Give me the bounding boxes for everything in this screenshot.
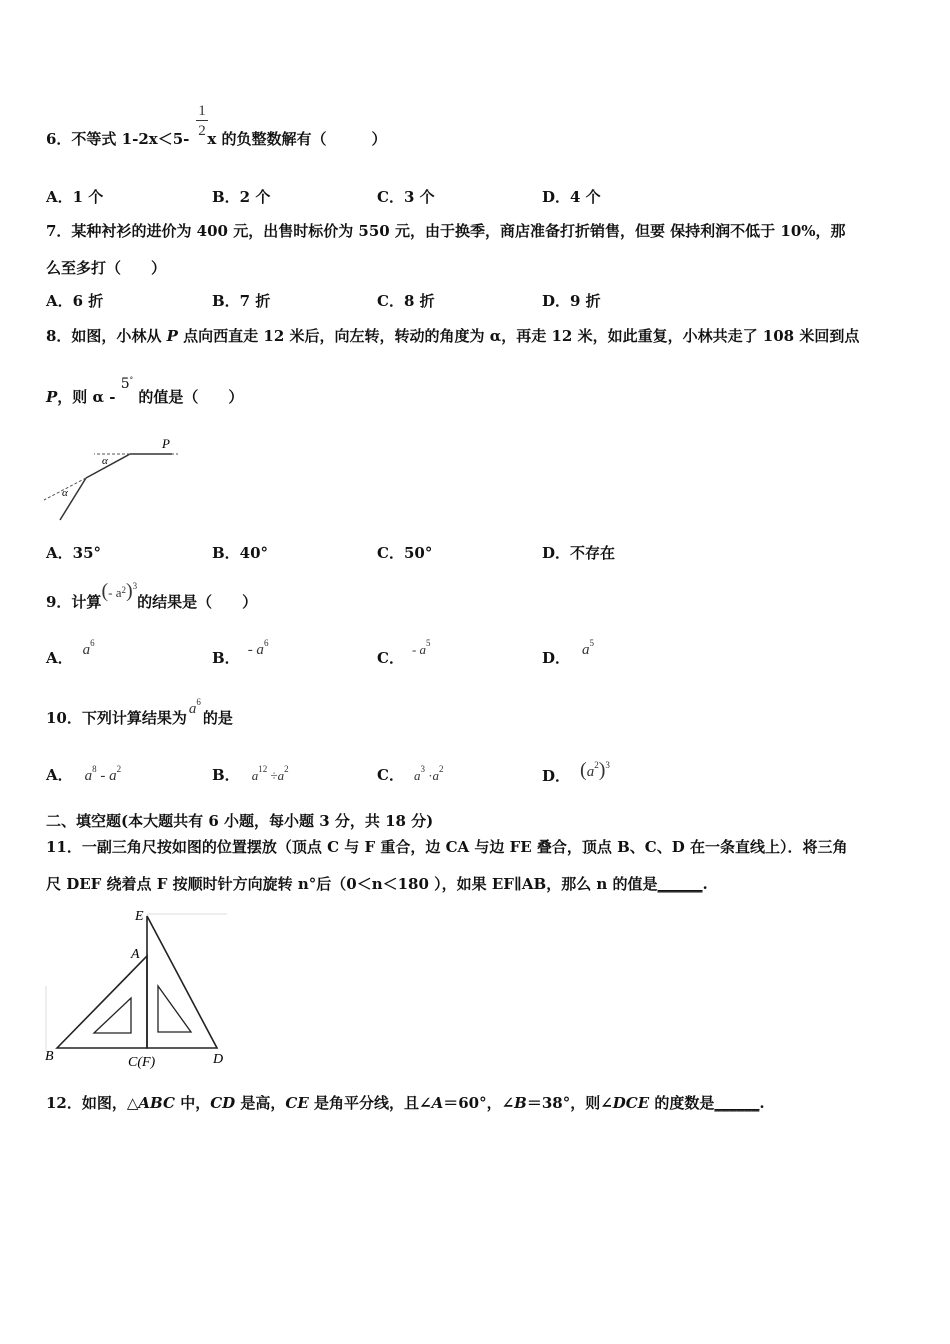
q10-option-d-close: )	[598, 759, 606, 781]
q12-t6: 的度数是	[649, 1094, 715, 1112]
q11-line2	[46, 873, 906, 894]
q12-answer-blank[interactable]: ______	[714, 1094, 760, 1112]
q10-option-d[interactable]	[542, 759, 610, 787]
q9-option-a[interactable]	[46, 638, 95, 668]
q6-option-c[interactable]: C．3 个	[377, 188, 435, 206]
q7-option-a[interactable]: A．6 折	[46, 292, 104, 310]
q9-option-d-sup: 5	[589, 638, 595, 648]
q6-fraction	[196, 102, 208, 141]
q10-option-b-s1: 12	[258, 764, 268, 774]
q10-option-c-op: ·	[428, 768, 433, 783]
q10-option-a[interactable]	[46, 764, 121, 785]
q11-def-cutout	[158, 986, 191, 1032]
q8-fig-label-p: P	[162, 436, 170, 451]
q10-option-a-label: A．	[46, 766, 73, 784]
q10-options	[46, 758, 906, 788]
q8-fig-alpha-1: α	[102, 455, 108, 467]
q12-b: B	[514, 1094, 527, 1112]
q11-abc-cutout	[94, 998, 131, 1033]
q9-option-b-label: B．	[212, 649, 240, 667]
q11-line1: 11．一副三角尺按如图的位置摆放（顶点 C 与 F 重合，边 CA 与边 FE 叠合，顶点 B、C、D 在一条直线上）．将三角	[46, 838, 848, 856]
q12-a: A	[431, 1094, 444, 1112]
q10-option-c-s2: 2	[439, 764, 444, 774]
q10-option-b[interactable]	[212, 764, 289, 785]
q11-line2-text: 尺 DEF 绕着点 F 按顺时针方向旋转 n°后（0＜n＜180 ），如果 EF∥AB，那么 n 的值是	[46, 875, 658, 893]
q9-option-d[interactable]	[542, 638, 595, 668]
q12-cd: CD	[210, 1094, 236, 1112]
section-2-title: 二、填空题(本大题共有 6 小题，每小题 3 分，共 18 分)	[46, 812, 434, 830]
q11-label-cf: C(F)	[128, 1055, 156, 1070]
q6-stem	[46, 128, 906, 149]
q9-option-b-base: - a	[247, 642, 264, 658]
q10-option-d-label: D．	[542, 767, 571, 785]
q10-option-a-s2: 2	[116, 764, 122, 774]
q7-line2: 么至多打（ ）	[46, 259, 167, 277]
q10-option-c-label: C．	[377, 766, 404, 784]
q8-line1-post: 点向西直走 12 米后，向左转，转动的角度为 α，再走 12 米，如此重复，小林共走了 108 米回到点	[177, 327, 860, 345]
q12-t2: 是高，	[235, 1094, 286, 1112]
q9-option-b[interactable]	[212, 638, 269, 668]
q7-option-b[interactable]: B．7 折	[212, 292, 271, 310]
q9-paren-open: (	[101, 580, 109, 602]
q12-stem	[46, 1092, 906, 1113]
q10-option-c-b2: a	[432, 768, 440, 783]
q10-base: a	[188, 701, 197, 717]
q8-line1-pre: 8．如图，小林从	[46, 327, 167, 345]
q11-answer-blank[interactable]: ______	[657, 875, 703, 893]
q9-options	[46, 637, 906, 673]
q12-end: .	[759, 1094, 765, 1112]
q10-option-d-s1: 2	[594, 760, 599, 770]
q8-fig-path-2	[86, 454, 130, 478]
q6-frac-den: 2	[198, 123, 206, 139]
q10-pre: 10．下列计算结果为	[46, 709, 187, 727]
q9-option-a-sup: 6	[90, 638, 95, 648]
q9-option-c-sup: 5	[426, 638, 431, 648]
q8-exp-degree: °	[129, 376, 134, 384]
q9-expression	[101, 580, 138, 602]
q8-line2-mid: ，则 α -	[57, 388, 121, 406]
q9-option-d-base: a	[582, 642, 590, 658]
q7-line1: 7．某种衬衫的进价为 400 元，出售时标价为 550 元，由于换季，商店准备打折销售，但要 保持利润不低于 10%，那	[46, 222, 846, 240]
q8-exp-value: 5	[120, 376, 130, 392]
q6-frac-num: 1	[198, 103, 206, 119]
q12-t4: ＝60°，∠	[443, 1094, 515, 1112]
q11-label-e: E	[135, 909, 144, 924]
q9-option-b-sup: 6	[263, 638, 269, 648]
q10-option-a-s1: 8	[92, 764, 97, 774]
q8-options	[46, 542, 906, 568]
q8-point-p: P	[166, 327, 178, 345]
q6-option-d[interactable]: D．4 个	[542, 188, 601, 206]
q10-option-b-op: ÷	[270, 768, 278, 783]
q9-option-c-base: - a	[411, 642, 427, 657]
q10-option-d-b1: a	[586, 764, 595, 780]
q8-exponent	[121, 376, 133, 392]
q9-option-c-label: C．	[377, 649, 404, 667]
q10-option-b-b1: a	[251, 768, 259, 783]
q10-option-a-b2: a	[109, 768, 117, 784]
q10-option-c-s1: 3	[420, 764, 425, 774]
q8-fig-path-3	[60, 478, 86, 520]
q7-option-c[interactable]: C．8 折	[377, 292, 435, 310]
q8-fig-alpha-2: α	[62, 487, 68, 499]
q10-option-b-label: B．	[212, 766, 240, 784]
q10-option-b-s2: 2	[284, 764, 289, 774]
q7-option-d[interactable]: D．9 折	[542, 292, 601, 310]
q10-option-a-op: -	[100, 768, 106, 784]
q8-line2-end: 的值是（ ）	[138, 388, 244, 406]
q10-stem	[46, 697, 906, 728]
q12-ce: CE	[285, 1094, 309, 1112]
q8-line2	[46, 376, 906, 407]
q12-t3: 是角平分线，且∠	[308, 1094, 432, 1112]
q12-num: 12．如图，△	[46, 1094, 139, 1112]
q11-triangle-abc	[57, 956, 147, 1048]
q10-option-d-open: (	[580, 759, 587, 781]
q11-label-b: B	[45, 1049, 54, 1064]
q10-option-c-b1: a	[413, 768, 421, 783]
q10-option-a-b1: a	[84, 768, 93, 784]
q8-line1	[46, 325, 906, 346]
q12-t5: ＝38°，则∠	[526, 1094, 613, 1112]
q11-label-d: D	[213, 1052, 224, 1067]
q9-inner: - a	[108, 585, 122, 600]
q12-abc: ABC	[138, 1094, 175, 1112]
q10-option-b-b2: a	[277, 768, 285, 783]
q9-stem	[46, 580, 906, 613]
q8-option-b[interactable]: B．40°	[212, 544, 269, 562]
q9-post: 的结果是（ ）	[137, 593, 258, 611]
q11-end: .	[702, 875, 708, 893]
q9-option-c[interactable]	[377, 638, 431, 668]
q9-paren-close: )	[125, 580, 133, 602]
q10-sup: 6	[196, 697, 201, 707]
q6-text-after: x 的负整数解有（ ）	[207, 130, 387, 148]
q10-option-d-s2: 3	[605, 760, 610, 770]
q9-option-d-label: D．	[542, 649, 571, 667]
q7-options	[46, 290, 906, 316]
q6-option-b[interactable]: B．2 个	[212, 188, 271, 206]
q12-dce: DCE	[612, 1094, 650, 1112]
q6-text-before: 6．不等式 1-2x＜5-	[46, 130, 190, 148]
q9-pre: 9．计算	[46, 593, 102, 611]
q12-t1: 中，	[174, 1094, 211, 1112]
q9-inner-exp: 2	[121, 585, 126, 595]
q9-option-a-base: a	[82, 642, 91, 658]
q8-option-c[interactable]: C．50°	[377, 544, 433, 562]
q8-option-a[interactable]: A．35°	[46, 544, 102, 562]
q9-option-a-label: A．	[46, 649, 73, 667]
q11-figure	[42, 906, 242, 1070]
q6-options	[46, 186, 906, 212]
q6-option-a[interactable]: A．1 个	[46, 188, 104, 206]
q8-option-d[interactable]: D．不存在	[542, 544, 616, 562]
q8-figure	[42, 434, 182, 524]
q10-post: 的是	[202, 709, 233, 727]
q10-option-c[interactable]	[377, 764, 444, 785]
q9-outer-exp: 3	[132, 581, 138, 591]
q11-label-a: A	[131, 947, 140, 962]
q8-line2-p: P	[46, 388, 58, 406]
